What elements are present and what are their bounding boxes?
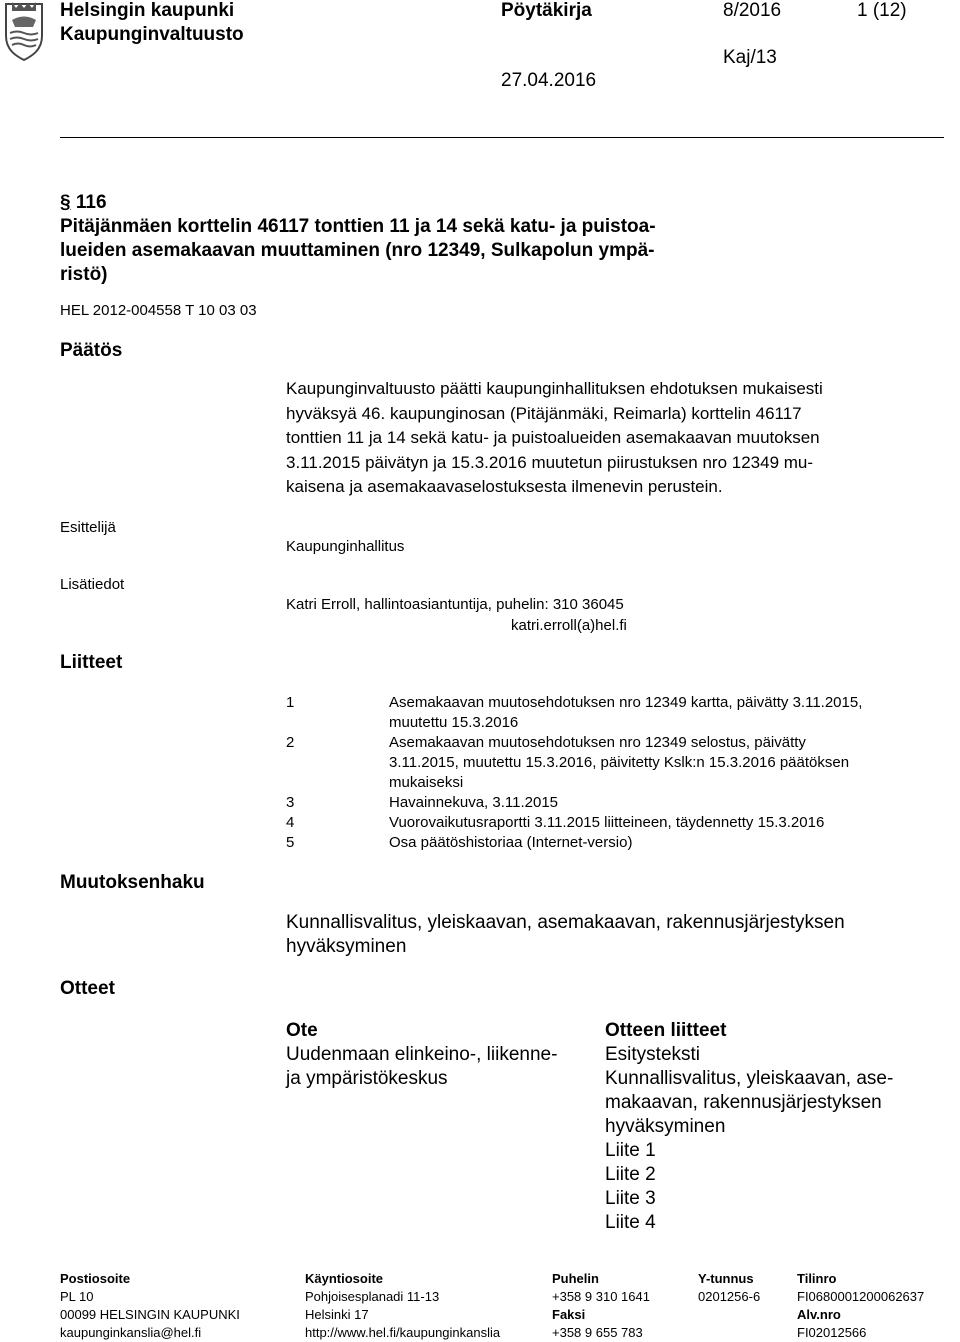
footer-line: PL 10 (60, 1289, 94, 1304)
extract-attachment-line: hyväksyminen (605, 1116, 726, 1137)
attachments-label: Liitteet (60, 652, 123, 673)
footer-heading: Postiosoite (60, 1271, 131, 1286)
footer-heading: Faksi (552, 1307, 586, 1322)
case-reference: HEL 2012-004558 T 10 03 03 (60, 302, 257, 319)
attachment-number: 4 (286, 814, 295, 831)
meeting-date: 27.04.2016 (501, 70, 597, 91)
decision-line: Kaupunginvaltuusto päätti kaupunginhallituksen ehdotuksen mukaisesti (286, 379, 823, 398)
decision-line: 3.11.2015 päivätyn ja 15.3.2016 muutetun piirustuksen nro 12349 mu- (286, 452, 814, 472)
attachment-number: 3 (286, 794, 295, 811)
extract-attachment-line: Kunnallisvalitus, yleiskaavan, ase- (605, 1068, 894, 1089)
attachment-line: 3.11.2015, muutettu 15.3.2016, päivitetty Kslk:n 15.3.2016 päätöksen (389, 754, 850, 771)
attachment-line: Vuorovaikutusraportti 3.11.2015 liitteineen, täydennetty 15.3.2016 (389, 814, 825, 831)
footer-line: Pohjoisesplanadi 11-13 (305, 1289, 440, 1304)
appeal-label: Muutoksenhaku (60, 872, 205, 893)
extract-recipient-column (286, 1019, 557, 1091)
decision-line: kaisena ja asemakaavaselostuksesta ilmenevin perustein. (286, 477, 723, 496)
helsinki-coat-of-arms-icon (0, 0, 48, 62)
extract-attachment-line: Liite 1 (605, 1140, 656, 1161)
decision-line: hyväksyä 46. kaupunginosan (Pitäjänmäki, Reimarla) korttelin 46117 (286, 403, 802, 423)
extract-attachment-line: Liite 4 (605, 1212, 656, 1233)
extract-recipient-line: Uudenmaan elinkeino-, liikenne- (286, 1044, 558, 1065)
appeal-line: Kunnallisvalitus, yleiskaavan, asemakaavan, rakennusjärjestyksen (286, 912, 845, 933)
attachment-number: 5 (286, 834, 295, 851)
attachment-line: Asemakaavan muutosehdotuksen nro 12349 selostus, päivätty (389, 734, 806, 751)
footer-account (797, 1270, 924, 1342)
attachment-number: 1 (286, 694, 295, 711)
header-divider (60, 137, 944, 138)
attachment-line: Osa päätöshistoriaa (Internet-versio) (389, 834, 633, 851)
attachment-item (389, 793, 558, 813)
extract-attachments-heading: Otteen liitteet (605, 1020, 727, 1041)
decision-label: Päätös (60, 340, 123, 361)
contact-info: Katri Erroll, hallintoasiantuntija, puhelin: 310 36045 (286, 596, 624, 613)
meeting-number: 8/2016 (723, 0, 782, 21)
contact-email[interactable]: katri.erroll(a)hel.fi (511, 617, 627, 634)
footer-line: FI0680001200062637 (797, 1289, 925, 1304)
body-name: Kaupunginvaltuusto (60, 24, 244, 45)
decision-text (286, 377, 823, 500)
presenter-value: Kaupunginhallitus (286, 538, 405, 555)
extract-column-heading: Ote (286, 1020, 318, 1041)
attachment-item (389, 733, 849, 793)
appeal-text (286, 911, 845, 959)
extract-attachment-line: Liite 2 (605, 1164, 656, 1185)
footer-business-id (698, 1270, 760, 1306)
extract-attachment-line: Esitysteksti (605, 1044, 701, 1065)
doc-type: Pöytäkirja (501, 0, 592, 21)
section-symbol: § (60, 192, 71, 213)
footer-postal (60, 1270, 240, 1342)
footer-heading: Puhelin (552, 1271, 599, 1286)
extract-attachment-line: makaavan, rakennusjärjestyksen (605, 1092, 882, 1113)
attachment-line: mukaiseksi (389, 774, 464, 791)
footer-line: FI02012566 (797, 1325, 867, 1340)
title-line: Pitäjänmäen korttelin 46117 tonttien 11 ja 14 sekä katu- ja puistoa- (60, 216, 656, 237)
footer-heading: Alv.nro (797, 1307, 841, 1322)
footer-heading: Käyntiosoite (305, 1271, 384, 1286)
title-line: ristö) (60, 264, 108, 285)
section-code: Kaj/13 (723, 47, 777, 68)
footer-line: +358 9 310 1641 (552, 1289, 650, 1304)
footer-visiting (305, 1270, 500, 1342)
attachment-item (389, 813, 824, 833)
footer-heading: Tilinro (797, 1271, 837, 1286)
footer-email[interactable]: kaupunginkanslia@hel.fi (60, 1325, 202, 1340)
section-heading (60, 191, 107, 215)
org-name: Helsingin kaupunki (60, 0, 235, 21)
attachment-item (389, 833, 632, 853)
extract-attachment-line: Liite 3 (605, 1188, 656, 1209)
page-number: 1 (12) (857, 0, 907, 21)
footer-line: +358 9 655 783 (552, 1325, 643, 1340)
attachment-line: Havainnekuva, 3.11.2015 (389, 794, 559, 811)
attachment-number: 2 (286, 734, 295, 751)
extract-recipient-line: ja ympäristökeskus (286, 1068, 448, 1089)
section-title (60, 215, 920, 287)
presenter-label: Esittelijä (60, 519, 116, 536)
info-label: Lisätiedot (60, 576, 125, 593)
footer-website[interactable]: http://www.hel.fi/kaupunginkanslia (305, 1325, 501, 1340)
decision-line: tonttien 11 ja 14 sekä katu- ja puistoalueiden asemakaavan muutoksen (286, 428, 820, 447)
appeal-line: hyväksyminen (286, 936, 407, 957)
title-line: lueiden asemakaavan muuttaminen (nro 12349, Sulkapolun ympä- (60, 240, 655, 261)
extract-attachments-column (605, 1019, 893, 1235)
footer-heading: Y-tunnus (698, 1271, 754, 1286)
footer-line: Helsinki 17 (305, 1307, 369, 1322)
extracts-label: Otteet (60, 978, 115, 999)
footer-phone (552, 1270, 650, 1342)
section-number: 116 (75, 192, 107, 213)
attachment-line: Asemakaavan muutosehdotuksen nro 12349 kartta, päivätty 3.11.2015, (389, 694, 863, 711)
footer-line: 00099 HELSINGIN KAUPUNKI (60, 1307, 240, 1322)
attachment-line: muutettu 15.3.2016 (389, 714, 519, 731)
footer-line: 0201256-6 (698, 1289, 761, 1304)
attachment-item (389, 693, 862, 733)
